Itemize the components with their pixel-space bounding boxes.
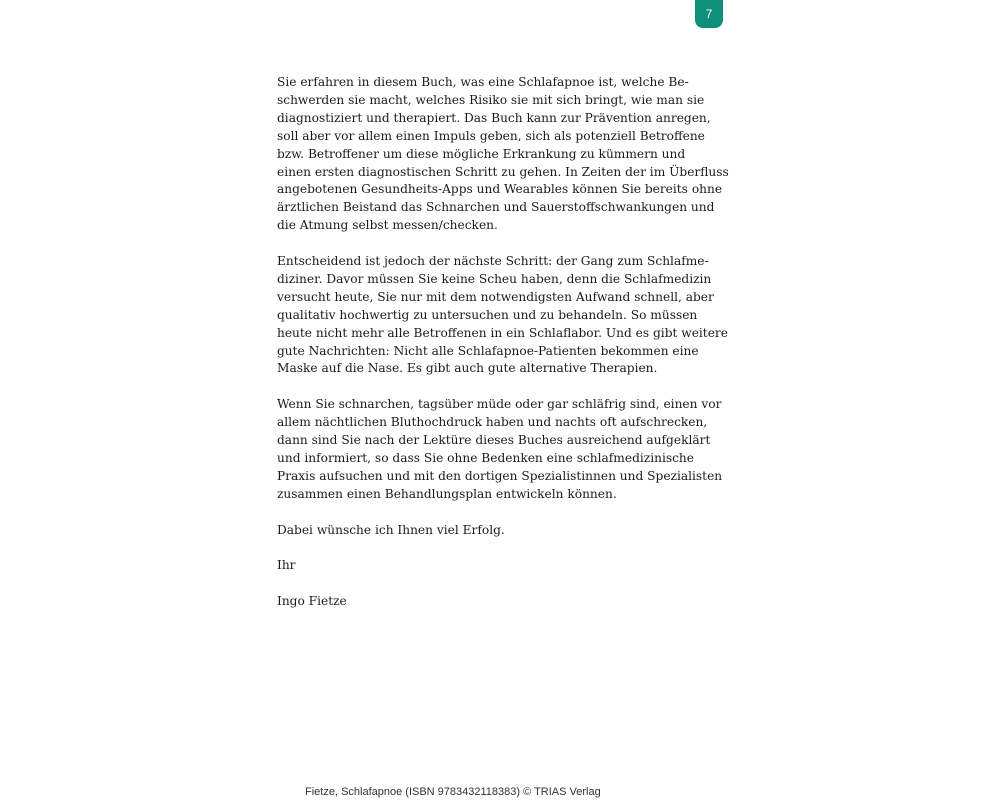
text-line: Entscheidend ist jedoch der nächste Schritt: der Gang zum Schlafme- <box>277 254 709 269</box>
text-line: heute nicht mehr alle Betroffenen in ein Schlaflabor. Und es gibt weitere <box>277 325 728 340</box>
text-line: angebotenen Gesundheits-Apps und Wearables können Sie bereits ohne <box>277 182 723 197</box>
text-line: zusammen einen Behandlungsplan entwickeln können. <box>277 486 617 501</box>
text-line: Maske auf die Nase. Es gibt auch gute alternative Therapien. <box>277 361 658 376</box>
text-line: ärztlichen Beistand das Schnarchen und Sauerstoffschwankungen und <box>277 200 715 215</box>
paragraph <box>277 253 728 378</box>
text-line: einen ersten diagnostischen Schritt zu gehen. In Zeiten der im Überfluss <box>277 164 729 179</box>
text-line: Ihr <box>277 558 296 573</box>
text-line: Wenn Sie schnarchen, tagsüber müde oder gar schläfrig sind, einen vor <box>277 397 722 412</box>
text-line: diziner. Davor müssen Sie keine Scheu haben, denn die Schlafmedizin <box>277 271 712 286</box>
text-line: Ingo Fietze <box>277 594 347 609</box>
text-line: diagnostiziert und therapiert. Das Buch kann zur Prävention anregen, <box>277 110 711 125</box>
page-footer: Fietze, Schlafapnoe (ISBN 9783432118383) © TRIAS Verlag <box>305 786 601 798</box>
salutation <box>277 557 697 575</box>
text-line: Sie erfahren in diesem Buch, was eine Schlafapnoe ist, welche Be- <box>277 75 689 89</box>
text-line: qualitativ hochwertig zu untersuchen und zu behandeln. So müssen <box>277 307 698 322</box>
text-line: dann sind Sie nach der Lektüre dieses Buches ausreichend aufgeklärt <box>277 433 711 448</box>
page-number-tab: 7 <box>695 0 723 28</box>
text-line: allem nächtlichen Bluthochdruck haben und nachts oft aufschrecken, <box>277 415 708 430</box>
text-line: gute Nachrichten: Nicht alle Schlafapnoe-Patienten bekommen eine <box>277 343 699 358</box>
body-text <box>277 74 729 629</box>
closing-line <box>277 522 697 540</box>
text-line: Praxis aufsuchen und mit den dortigen Spezialistinnen und Spezialisten <box>277 468 723 483</box>
text-line: bzw. Betroffener um diese mögliche Erkrankung zu kümmern und <box>277 146 686 161</box>
paragraph <box>277 74 729 235</box>
text-line: soll aber vor allem einen Impuls geben, sich als potenziell Betroffene <box>277 128 705 143</box>
text-line: schwerden sie macht, welches Risiko sie mit sich bringt, wie man sie <box>277 92 705 107</box>
text-line: die Atmung selbst messen/checken. <box>277 218 498 233</box>
text-line: versucht heute, Sie nur mit dem notwendigsten Aufwand schnell, aber <box>277 289 714 304</box>
paragraph <box>277 396 723 503</box>
author-signature <box>277 593 697 611</box>
text-line: Dabei wünsche ich Ihnen viel Erfolg. <box>277 522 505 537</box>
text-line: und informiert, so dass Sie ohne Bedenken eine schlafmedizinische <box>277 451 694 465</box>
